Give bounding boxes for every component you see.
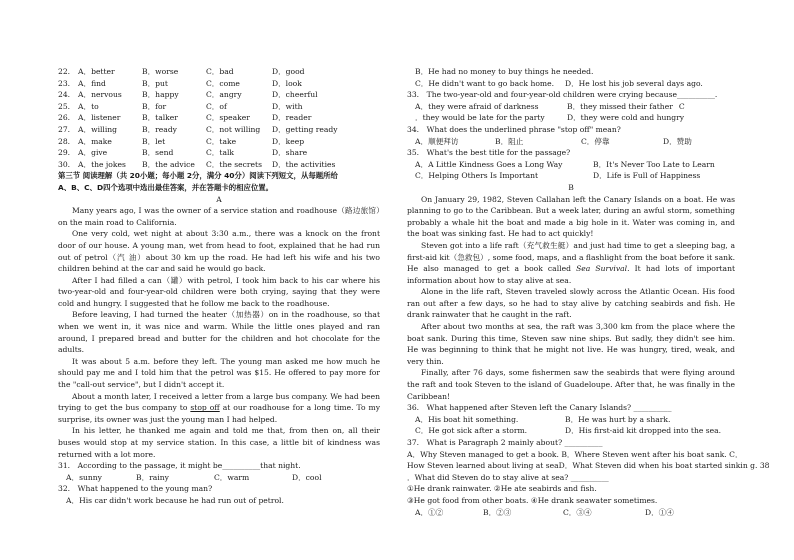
passage-a-paragraph-4: Before leaving, I had turned the heater（加热器）on in the roadhouse, so that when we went in, it was nice and warm. While the little ones played and ran around, I prepared bread and butter for the children and hot chocolate for the adults. (58, 310, 380, 355)
question-35-stem: 35. What's the best title for the passage? (407, 148, 571, 158)
cloze-option-a[interactable]: A．the jokes (78, 159, 126, 169)
q38-option-d[interactable]: D．①④ (645, 507, 674, 517)
cloze-option-b[interactable]: B．worse (142, 67, 179, 76)
question-31-options (58, 472, 380, 484)
q34-option-c[interactable]: C．停靠 (581, 136, 610, 146)
q36-options-cd (407, 425, 735, 437)
left-column (58, 66, 380, 507)
q35-options-ab (407, 159, 735, 171)
cloze-option-d[interactable]: D．look (272, 78, 302, 88)
q34-options (407, 136, 735, 148)
q33-options-ab (407, 101, 735, 113)
p6-text-b: at our roadhouse for a long time. To my surprise, its owner was just the young man I had helped. (58, 403, 380, 424)
q32-option-b[interactable]: B．He had no money to buy things he needed. (415, 67, 594, 76)
cloze-number: 29. (58, 148, 71, 158)
q38-option-c[interactable]: C．③④ (563, 507, 592, 517)
question-31-stem: 31. According to the passage, it might be__________that night. (58, 461, 301, 471)
cloze-option-c[interactable]: C．the secrets (206, 159, 262, 169)
cloze-number: 27. (58, 124, 71, 134)
q35-option-b[interactable]: B．It's Never Too Late to Learn (593, 159, 715, 169)
cloze-option-b[interactable]: B．for (142, 101, 167, 111)
q35-options-cd (407, 170, 735, 182)
cloze-option-a[interactable]: A．make (78, 136, 112, 146)
q38-option-a[interactable]: A．①② (415, 507, 444, 517)
cloze-row (58, 78, 380, 90)
cloze-number: 22. (58, 67, 71, 76)
cloze-row (58, 147, 380, 159)
cloze-option-a[interactable]: A．better (78, 67, 115, 76)
book-title: Sea Survival (576, 264, 628, 274)
cloze-option-a[interactable]: A．to (78, 101, 99, 111)
cloze-row (58, 89, 380, 101)
cloze-number: 24. (58, 90, 71, 100)
q33-option-c[interactable]: ．they would be late for the party (415, 113, 545, 123)
q36-option-d[interactable]: D．His first-aid kit dropped into the sea. (565, 426, 722, 436)
cloze-option-d[interactable]: D．reader (272, 113, 312, 123)
cloze-option-c[interactable]: C．bad (206, 67, 234, 76)
passage-a-paragraph-6 (58, 391, 380, 426)
question-32-stem: 32. What happened to the young man? (58, 484, 213, 494)
q36-option-b[interactable]: B．He was hurt by a shark. (565, 414, 671, 424)
passage-b-paragraph-5: Finally, after 76 days, some fishermen saw the seabirds that were flying around the raft and took Steven to the island of Guadeloupe. After that, he was finally in the Caribbean! (407, 368, 735, 401)
cloze-option-a[interactable]: A．find (78, 78, 106, 88)
cloze-option-c[interactable]: C．talk (206, 148, 235, 158)
question-37-stem: 37. What is Paragraph 2 mainly about? __________ (407, 438, 603, 447)
q33-option-c-mark: C (678, 101, 685, 111)
cloze-number: 30. (58, 159, 71, 169)
q38-option-b[interactable]: B．②③ (483, 507, 512, 517)
q36-option-c[interactable]: C．He got sick after a storm. (415, 426, 528, 436)
q32-option-c[interactable]: C．He didn't want to go back home. (415, 78, 555, 88)
cloze-row (58, 112, 380, 124)
q36-options-ab (407, 414, 735, 426)
q32-option-d[interactable]: D．He lost his job several days ago. (565, 78, 703, 88)
q31-option-a[interactable]: A．sunny (66, 472, 102, 482)
passage-b-label: B (568, 182, 574, 192)
cloze-option-a[interactable]: A．willing (78, 124, 118, 134)
cloze-option-c[interactable]: C．angry (206, 90, 242, 100)
passage-a-paragraph-5: It was about 5 a.m. before they left. The young man asked me how much he should pay me and I told him that the petrol was $15. He offered to pay more for the "call-out service", but I didn't accept it. (58, 356, 380, 390)
q35-option-d[interactable]: D．Life is Full of Happiness (593, 171, 701, 181)
cloze-option-b[interactable]: B．let (142, 136, 166, 146)
passage-a-paragraph-2: One very cold, wet night at about 3:30 a.m., there was a knock on the front door of our house. A young man, wet from head to foot, explained that he had run out of petrol（汽 油）about 30 km up the road. He had left his wife and his two children behind at the car and said he would go back. (58, 229, 380, 274)
cloze-option-c[interactable]: C．come (206, 78, 240, 88)
q33-options-cd (407, 112, 735, 124)
cloze-option-a[interactable]: A．nervous (78, 90, 122, 100)
q38-options (407, 507, 735, 519)
cloze-option-d[interactable]: D．the activities (272, 159, 336, 169)
passage-b-paragraph-1: On January 29, 1982, Steven Callahan left the Canary Islands on a boat. He was planning to go to the Caribbean. But a week later, during an awful storm, something probably a whale hit the boat and made a big hole in it. Water was coming in, and the boat was sinking fast. He had to act quickly! (407, 194, 735, 239)
q37-options-line-1[interactable]: A．Why Steven managed to get a book. B．Where Steven went after his boat sank. C． (407, 449, 743, 459)
cloze-number: 26. (58, 113, 71, 123)
cloze-option-b[interactable]: B．send (142, 148, 174, 158)
underlined-phrase: stop off (190, 403, 220, 413)
q34-option-d[interactable]: D．赞助 (663, 136, 692, 146)
passage-b-paragraph-3: Alone in the life raft, Steven traveled slowly across the Atlantic Ocean. His food ran out after a few days, so he had to stay alive by catching seabirds and fish. He drank rainwater that he caught in the raft. (407, 287, 735, 320)
passage-b-paragraph-4: After about two months at sea, the raft was 3,300 km from the place where the boat sank. During this time, Steven saw nine ships. But sadly, they didn't see him. He was beginning to think that he might not live. He was hungry, tired, weak, and very thin. (407, 322, 735, 366)
cloze-row (58, 136, 380, 148)
cloze-option-b[interactable]: B．put (142, 78, 168, 88)
cloze-option-d[interactable]: D．keep (272, 136, 305, 146)
cloze-row (58, 66, 380, 78)
q31-option-b[interactable]: B．rainy (136, 472, 169, 482)
cloze-options (58, 66, 380, 170)
passage-a-label: A (216, 194, 222, 204)
section-header: 第三节 阅读理解（共 20小题；每小题 2分，满分 40分）阅读下列短文，从每题所给 (58, 171, 338, 181)
p2-text-b: . It had lots of important information about how to stay alive at sea. (407, 264, 736, 285)
cloze-option-b[interactable]: B．ready (142, 124, 177, 134)
cloze-option-a[interactable]: A．listener (78, 113, 121, 123)
cloze-option-d[interactable]: D．cheerful (272, 90, 318, 100)
cloze-option-b[interactable]: B．talker (142, 113, 178, 123)
cloze-number: 28. (58, 136, 71, 146)
q31-option-c[interactable]: C．warm (214, 472, 250, 482)
q36-option-a[interactable]: A．His boat hit something. (415, 414, 519, 424)
cloze-number: 25. (58, 101, 71, 111)
cloze-row (58, 124, 380, 136)
q35-option-c[interactable]: C．Helping Others Is Important (415, 171, 539, 181)
cloze-option-c[interactable]: C．take (206, 136, 237, 146)
cloze-option-c[interactable]: C．speaker (206, 113, 250, 123)
question-34-stem: 34. What does the underlined phrase "stop off" mean? (407, 124, 621, 134)
q35-option-a[interactable]: A．A Little Kindness Goes a Long Way (415, 159, 563, 169)
q34-option-a[interactable]: A．顺便拜访 (415, 136, 459, 146)
q32-options-cd (407, 78, 735, 90)
passage-a-paragraph-1: Many years ago, I was the owner of a service station and roadhouse（路边旅馆）on the main road to California. (58, 206, 380, 227)
right-column (407, 66, 770, 518)
q37-options-line-2[interactable]: How Steven learned about living at seaD．What Steven did when his boat started sinkin g. 38 (407, 461, 770, 471)
cloze-option-b[interactable]: B．the advice (142, 159, 195, 169)
q38-statement-1: ①He drank rainwater. ②He ate seabirds and fish. (407, 484, 597, 494)
question-33-stem: 33. The two-year-old and four-year-old children were crying because__________. (407, 90, 718, 100)
q32-option-a[interactable]: A．His car didn't work because he had run out of petrol. (66, 495, 284, 505)
cloze-option-d[interactable]: D．good (272, 67, 305, 76)
question-36-stem: 36. What happened after Steven left the Canary Islands? __________ (407, 403, 672, 413)
passage-b-paragraph-2 (407, 240, 735, 286)
question-38-stem: ．What did Steven do to stay alive at sea? __________ (407, 472, 609, 482)
q38-statement-2: ③He got food from other boats. ④He drank seawater sometimes. (407, 495, 658, 505)
q31-option-d[interactable]: D．cool (292, 472, 322, 482)
cloze-option-d[interactable]: D．share (272, 148, 308, 158)
cloze-option-d[interactable]: D．getting ready (272, 124, 338, 134)
cloze-option-c[interactable]: C．not willing (206, 124, 261, 134)
passage-a-paragraph-3: After I had filled a can（罐）with petrol, I took him back to his car where his two-year-old and four-year-old children were both crying, saying that they were cold and hungry. I suggested that he follow me back to the roadhouse. (58, 275, 380, 308)
passage-a-paragraph-7: In his letter, he thanked me again and told me that, from then on, all their buses would stop at my service station. In this case, a little bit of kindness was returned with a lot more. (58, 426, 380, 459)
p2-text-a: Steven got into a life raft（充气救生艇）and just had time to get a sleeping bag, a first-aid kit（急救包）, some food, maps, and a flashlight from the boat before it sank. He also managed to get a book called (407, 240, 735, 274)
p6-text-a: About a month later, I received a letter from a large bus company. We had been trying to get the bus company to (58, 391, 380, 413)
cloze-number: 23. (58, 78, 71, 88)
cloze-row (58, 101, 380, 113)
q33-option-a[interactable]: A．they were afraid of darkness (415, 101, 539, 111)
cloze-option-b[interactable]: B．happy (142, 90, 179, 100)
cloze-option-d[interactable]: D．with (272, 101, 303, 111)
section-header-2: A、B、C、D四个选项中选出最佳答案，并在答题卡的相应位置。 (58, 182, 274, 192)
cloze-row (58, 159, 380, 171)
q34-option-b[interactable]: B．阻止 (495, 136, 524, 146)
q33-option-d[interactable]: D．they were cold and hungry (567, 113, 685, 123)
q33-option-b[interactable]: B．they missed their father (567, 101, 673, 111)
cloze-option-a[interactable]: A．give (78, 148, 108, 158)
cloze-option-c[interactable]: C．of (206, 101, 227, 111)
